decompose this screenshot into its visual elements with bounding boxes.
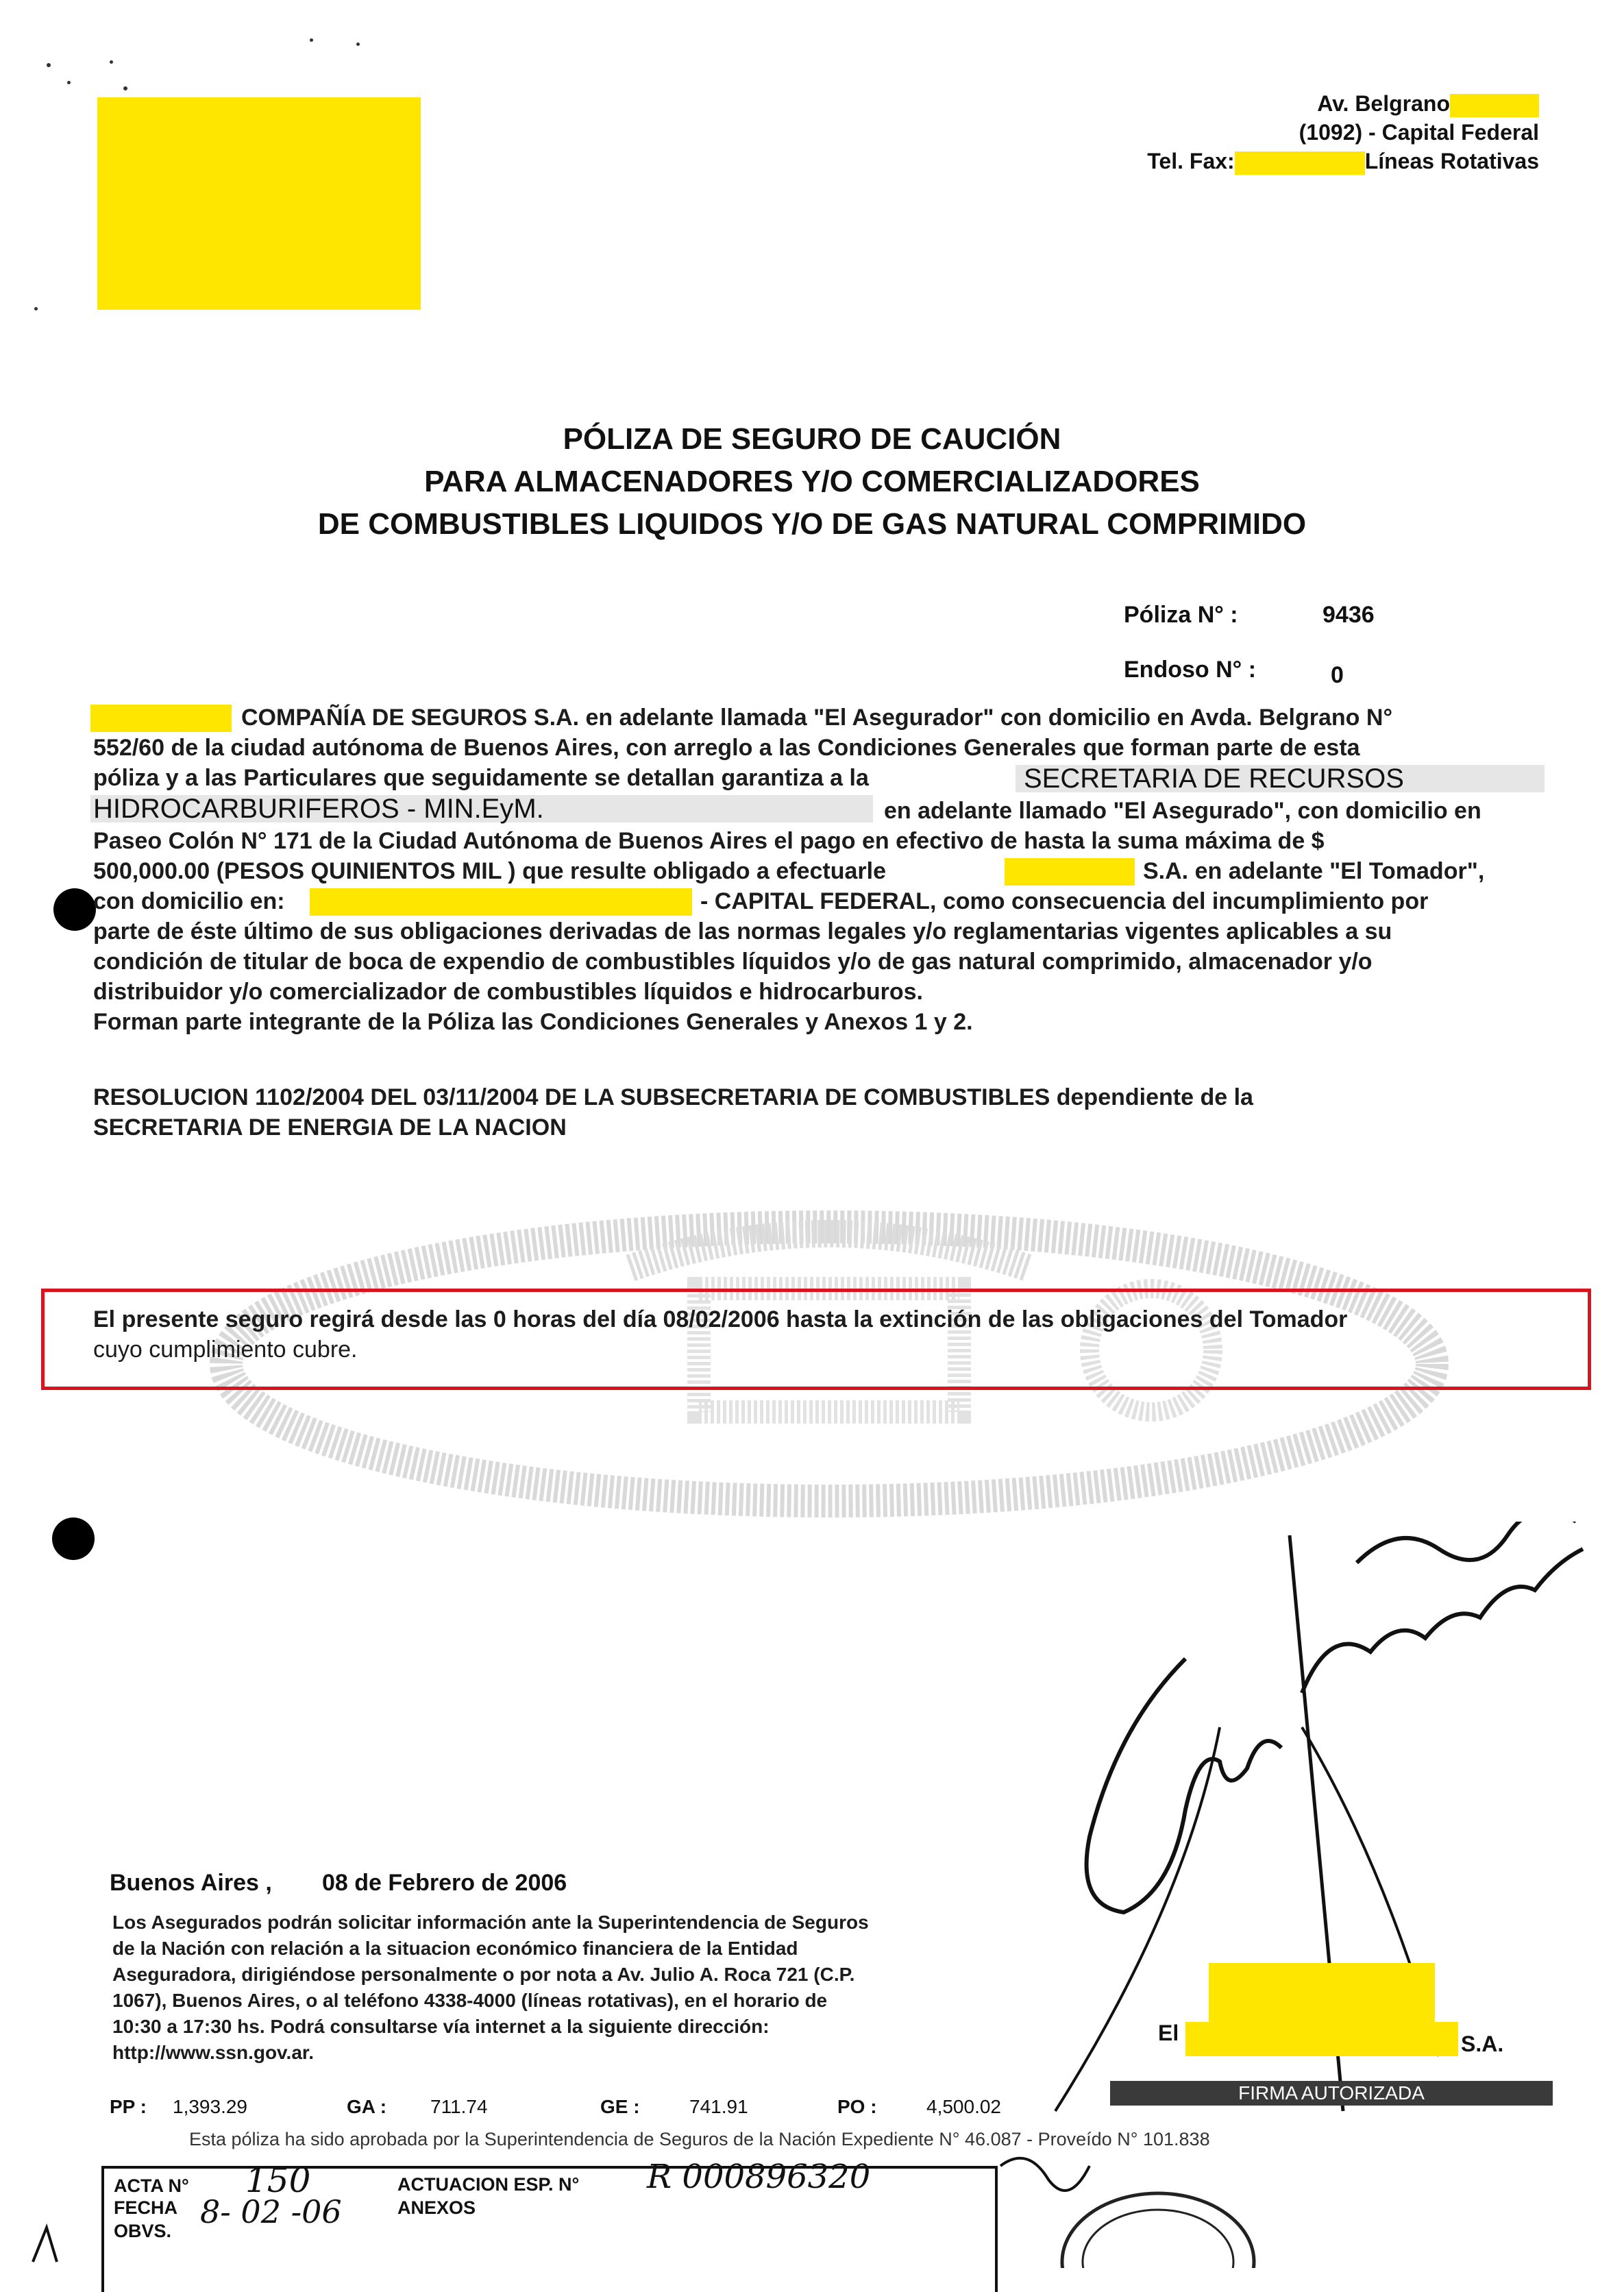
official-seal: [987, 2138, 1275, 2268]
speck: [110, 60, 113, 64]
seal-signature-stroke: [1000, 2158, 1090, 2191]
ssn-info-line: Los Asegurados podrán solicitar información ante la Superintendencia de Seguros: [112, 1912, 869, 1933]
ssn-info-line: de la Nación con relación a la situacion económico financiera de la Entidad: [112, 1938, 798, 1959]
seal-inner-ring: [1083, 2210, 1233, 2268]
seal-ring: [1062, 2193, 1254, 2268]
actuacion-label: ACTUACION ESP. N°: [397, 2174, 580, 2195]
obvs-label: OBVS.: [114, 2221, 172, 2241]
po-value: 4,500.02: [926, 2096, 1001, 2117]
issue-place: Buenos Aires ,: [110, 1870, 272, 1896]
ssn-info-line: 10:30 a 17:30 hs. Podrá consultarse vía internet a la siguiente dirección:: [112, 2016, 770, 2037]
speck: [123, 86, 127, 90]
punch-hole: [53, 888, 96, 931]
signature-stroke: [1357, 1522, 1576, 1563]
ga-value: 711.74: [430, 2096, 488, 2117]
firma-autorizada-label: FIRMA AUTORIZADA: [1238, 2082, 1425, 2104]
speck: [47, 63, 51, 67]
redacted-company-name: [1209, 1963, 1435, 2025]
address-line1: Av. Belgrano: [1317, 91, 1450, 116]
redacted-address-number: [1450, 94, 1539, 117]
speck: [310, 38, 313, 42]
validity-line1: El presente seguro regirá desde las 0 horas del día 08/02/2006 hasta la extinción de las obligaciones del Tomador: [93, 1306, 1348, 1332]
ssn-info-line: Aseguradora, dirigiéndose personalmente o por nota a Av. Julio A. Roca 721 (C.P.: [112, 1964, 855, 1985]
document-title: [0, 418, 1624, 546]
ge-value: 741.91: [689, 2096, 748, 2117]
ssn-info-line: http://www.ssn.gov.ar.: [112, 2042, 315, 2063]
body-line11: Forman parte integrante de la Póliza las Condiciones Generales y Anexos 1 y 2.: [93, 1009, 973, 1035]
redacted-logo: [97, 97, 421, 310]
ssn-info-line: 1067), Buenos Aires, o al teléfono 4338-4000 (líneas rotativas), en el horario de: [112, 1990, 828, 2011]
phone-suffix: Líneas Rotativas: [1364, 149, 1539, 173]
redacted-company-name-2: [1185, 2022, 1458, 2056]
po-label: PO :: [837, 2096, 877, 2117]
fecha-label: FECHA: [114, 2197, 177, 2218]
signature-sa: S.A.: [1461, 2032, 1504, 2056]
body-line2: 552/60 de la ciudad autónoma de Buenos Aires, con arreglo a las Condiciones Generales que forman parte de esta: [93, 735, 1360, 761]
phone-label: Tel. Fax:: [1147, 149, 1235, 173]
margin-mark-stroke: [33, 2228, 57, 2262]
address-line2: (1092) - Capital Federal: [1299, 120, 1539, 145]
endoso-number: 0: [1331, 662, 1344, 688]
signature-stroke: [1302, 1549, 1583, 1693]
insured-name-part2: HIDROCARBURIFEROS - MIN.EyM.: [93, 794, 544, 824]
redacted-phone: [1235, 151, 1365, 175]
body-line7-head: con domicilio en:: [93, 888, 285, 914]
body-line7-tail: - CAPITAL FEDERAL, como consecuencia del incumplimiento por: [700, 888, 1429, 914]
body-line9: condición de titular de boca de expendio de combustibles líquidos y/o de gas natural comprimido, almacenador y/o: [93, 949, 1373, 975]
signature-el: El: [1158, 2021, 1179, 2045]
body-line8: parte de éste último de sus obligaciones derivadas de las normas legales y/o reglamentarias vigentes aplicables a su: [93, 918, 1392, 944]
resolution-line1: RESOLUCION 1102/2004 DEL 03/11/2004 DE LA SUBSECRETARIA DE COMBUSTIBLES dependiente de la: [93, 1084, 1253, 1110]
speck: [34, 307, 38, 310]
issue-date: 08 de Febrero de 2006: [322, 1870, 567, 1896]
pp-value: 1,393.29: [173, 2096, 247, 2117]
resolution-line2: SECRETARIA DE ENERGIA DE LA NACION: [93, 1114, 567, 1141]
title-line2: PARA ALMACENADORES Y/O COMERCIALIZADORES: [424, 465, 1200, 498]
acta-value: 150: [245, 2160, 311, 2200]
signature-stroke: [1087, 1659, 1281, 1912]
body-line6-head: 500,000.00 (PESOS QUINIENTOS MIL ) que resulte obligado a efectuarle: [93, 858, 886, 884]
pp-label: PP :: [110, 2096, 147, 2117]
title-line3: DE COMBUSTIBLES LIQUIDOS Y/O DE GAS NATURAL COMPRIMIDO: [317, 507, 1307, 541]
firma-autorizada-bar: [1110, 2081, 1553, 2106]
body-line6-tail: S.A. en adelante "El Tomador",: [1143, 858, 1485, 884]
address-block: [854, 89, 1539, 175]
body-line1: COMPAÑÍA DE SEGUROS S.A. en adelante llamada "El Asegurador" con domicilio en Avda. Belgrano N°: [241, 705, 1393, 731]
margin-mark: [26, 2221, 67, 2268]
speck: [356, 42, 360, 46]
endoso-label: Endoso N° :: [1124, 657, 1257, 683]
redacted-insurer-name: [90, 705, 232, 732]
actuacion-value: R 000896320: [647, 2158, 871, 2196]
acta-label: ACTA N°: [114, 2175, 189, 2196]
fecha-value: 8- 02 -06: [200, 2193, 342, 2230]
title-line1: PÓLIZA DE SEGURO DE CAUCIÓN: [563, 422, 1061, 456]
body-line10: distribuidor y/o comercializador de combustibles líquidos e hidrocarburos.: [93, 979, 924, 1005]
validity-line2: cuyo cumplimiento cubre.: [93, 1337, 358, 1363]
approval-note: Esta póliza ha sido aprobada por la Superintendencia de Seguros de la Nación Expediente N° 46.087 - Proveído N° 101.838: [189, 2129, 1210, 2149]
poliza-label: Póliza N° :: [1124, 602, 1238, 628]
redacted-taker-name: [1005, 858, 1135, 886]
body-line3: póliza y a las Particulares que seguidamente se detallan garantiza a la: [93, 765, 869, 791]
body-line5: Paseo Colón N° 171 de la Ciudad Autónoma de Buenos Aires el pago en efectivo de hasta la suma máxima de $: [93, 828, 1325, 854]
redacted-taker-address: [310, 888, 692, 916]
ssn-info: [112, 1910, 1037, 2066]
speck: [67, 81, 71, 84]
insured-name-part1: SECRETARIA DE RECURSOS: [1024, 764, 1404, 794]
punch-hole: [52, 1517, 95, 1560]
poliza-number: 9436: [1322, 602, 1375, 628]
anexos-label: ANEXOS: [397, 2197, 476, 2218]
ga-label: GA :: [347, 2096, 387, 2117]
body-line4-tail: en adelante llamado "El Asegurado", con domicilio en: [884, 798, 1481, 824]
ge-label: GE :: [600, 2096, 640, 2117]
